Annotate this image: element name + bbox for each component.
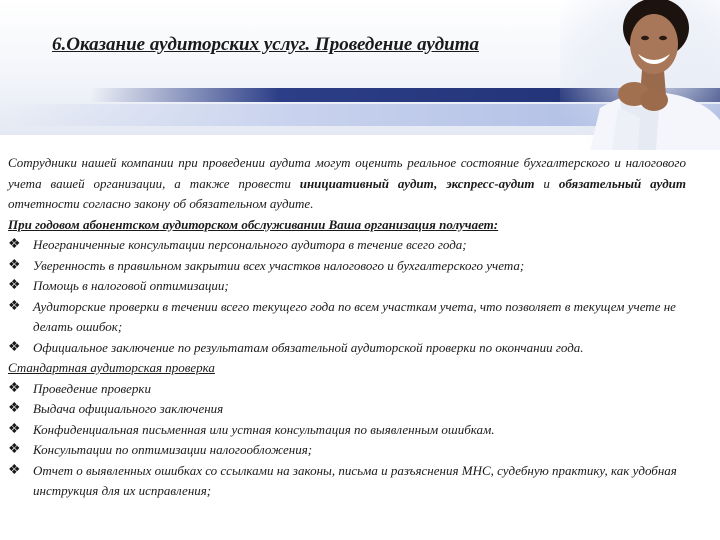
subscription-item-text: Помощь в налоговой оптимизации;	[33, 278, 229, 293]
intro-bold-2: обязательный аудит	[558, 175, 686, 191]
subscription-item	[8, 276, 686, 297]
standard-item	[8, 379, 686, 400]
businesswoman-photo	[560, 0, 720, 150]
diamond-bullet-icon: ❖	[8, 339, 21, 355]
subscription-item-text: Официальное заключение по результатам обязательной аудиторской проверки по окончании года.	[33, 339, 584, 355]
diamond-bullet-icon: ❖	[8, 298, 21, 314]
diamond-bullet-icon: ❖	[8, 380, 21, 396]
diamond-bullet-icon: ❖	[8, 462, 21, 478]
standard-item	[8, 420, 686, 441]
subscription-item-text: Уверенность в правильном закрытии всех участков налогового и бухгалтерского учета;	[33, 257, 525, 273]
slide-content	[8, 153, 686, 502]
subscription-list	[8, 235, 686, 358]
intro-paragraph	[8, 153, 686, 215]
standard-heading: Стандартная аудиторская проверка	[8, 360, 215, 375]
header-band	[0, 0, 720, 135]
standard-list	[8, 379, 686, 502]
standard-item-text: Проведение проверки	[33, 380, 151, 396]
standard-item-text: Выдача официального заключения	[33, 401, 224, 416]
diamond-bullet-icon: ❖	[8, 401, 21, 416]
intro-text-3: отчетности согласно закону об обязательном аудите.	[8, 196, 314, 211]
subscription-item	[8, 256, 686, 277]
subscription-item-text: Аудиторские проверки в течении всего текущего года по всем участкам учета, что позволяет в текущем учете не делать ошибок;	[33, 298, 676, 334]
standard-item-text: Консультации по оптимизации налогообложения;	[33, 442, 313, 457]
standard-item-text: Конфиденциальная письменная или устная консультация по выявленным ошибкам.	[33, 421, 495, 437]
intro-text-1: Сотрудники нашей компании при проведении аудита могут оценить реальное состояние бухгалтерского и налогового учета вашей организации, а также провести	[8, 155, 686, 191]
diamond-bullet-icon: ❖	[8, 257, 21, 273]
subscription-item	[8, 338, 686, 359]
standard-item	[8, 440, 686, 461]
subscription-heading: При годовом абонентском аудиторском обслуживании Ваша организация получает:	[8, 216, 499, 232]
subscription-item	[8, 235, 686, 256]
standard-item	[8, 461, 686, 502]
slide-title: 6.Оказание аудиторских услуг. Проведение аудита	[52, 34, 479, 55]
standard-item	[8, 399, 686, 420]
diamond-bullet-icon: ❖	[8, 421, 21, 437]
subscription-item-text: Неограниченные консультации персонального аудитора в течение всего года;	[33, 237, 467, 252]
diamond-bullet-icon: ❖	[8, 278, 21, 293]
standard-item-text: Отчет о выявленных ошибках со ссылками на законы, письма и разъяснения МНС, судебную практику, как удобная инструкция для их исправления;	[33, 462, 677, 498]
subscription-item	[8, 297, 686, 338]
intro-text-2: и	[534, 175, 559, 191]
intro-bold-1: инициативный аудит, экспресс-аудит	[299, 175, 535, 191]
diamond-bullet-icon: ❖	[8, 237, 21, 252]
diamond-bullet-icon: ❖	[8, 442, 21, 457]
